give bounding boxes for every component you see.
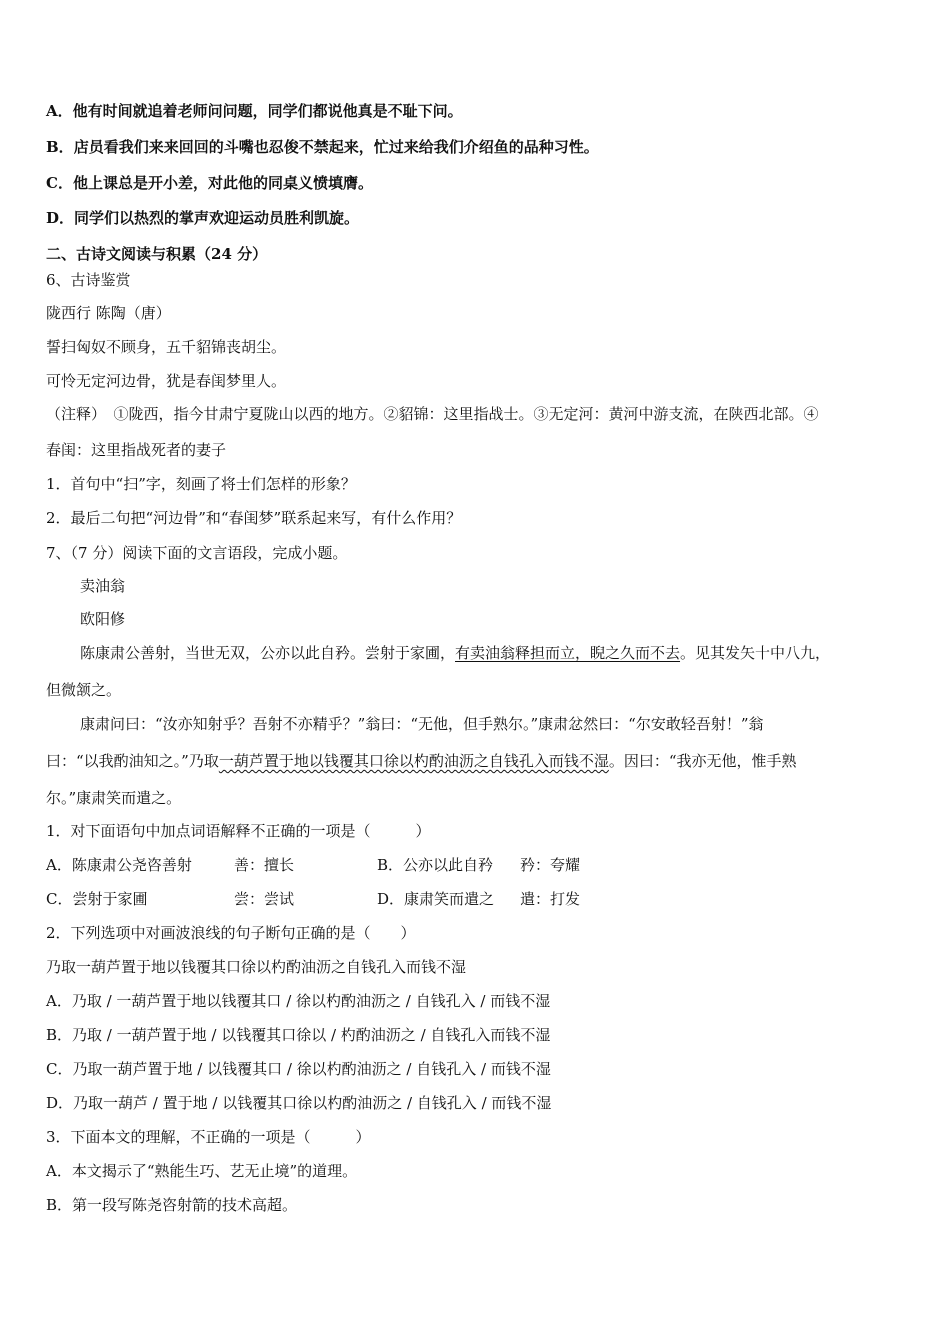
article-author: 欧阳修 [80, 610, 126, 628]
option-letter: D． [46, 209, 75, 227]
q7-sub2-option-d: D．乃取一葫芦 / 置于地 / 以钱覆其口徐以杓酌油沥之 / 自钱孔入 / 而钱不湿 [46, 1094, 552, 1112]
article-paragraph-2-line-2 [46, 751, 910, 771]
underlined-sentence: 有卖油翁释担而立，睨之久而不去 [455, 644, 681, 662]
poem-title: 陇西行 陈陶（唐） [46, 304, 171, 322]
q6-sub-question-2: 2．最后二句把“河边骨”和“春闺梦”联系起来写，有什么作用？ [46, 509, 462, 527]
option-a-gloss: 善：擅长 [234, 856, 295, 874]
q7-sub1-row-ab [46, 855, 910, 875]
poem-line-1: 誓扫匈奴不顾身，五千貂锦丧胡尘。 [46, 338, 287, 356]
option-letter: C． [46, 174, 73, 192]
q5-option-a [46, 101, 910, 121]
option-b-gloss: 矜：夸耀 [520, 856, 581, 874]
q7-sub1-row-cd [46, 889, 910, 909]
q7-sub3-option-a: A．本文揭示了“熟能生巧、艺无止境”的道理。 [46, 1162, 358, 1180]
q7-sub2-stem: 2．下列选项中对画波浪线的句子断句正确的是（ ） [46, 924, 416, 942]
poem-note-line-1: （注释） ①陇西，指今甘肃宁夏陇山以西的地方。②貂锦：这里指战士。③无定河：黄河中游支流，在陕西北部。④ [46, 405, 819, 423]
paragraph-text: 。因曰：“我亦无他，惟手熟 [608, 752, 797, 770]
paragraph-text: 。见其发矢十中八九， [680, 644, 831, 662]
option-b: B．公亦以此自矜 [377, 856, 494, 874]
article-paragraph-1-line-2: 但微颔之。 [46, 681, 122, 699]
option-a: A．陈康肃公尧咨善射 [46, 856, 192, 874]
q7-title: 7、（7 分）阅读下面的文言语段，完成小题。 [46, 544, 348, 562]
q7-sub3-option-b: B．第一段写陈尧咨射箭的技术高超。 [46, 1196, 298, 1214]
article-paragraph-2-line-3: 尔。”康肃笑而遣之。 [46, 789, 182, 807]
q5-option-c [46, 173, 910, 193]
option-letter: B． [46, 138, 74, 156]
q7-sub2-sentence: 乃取一葫芦置于地以钱覆其口徐以杓酌油沥之自钱孔入而钱不湿 [46, 958, 467, 976]
article-title: 卖油翁 [80, 577, 126, 595]
option-text: 店员看我们来来回回的斗嘴也忍俊不禁起来，忙过来给我们介绍鱼的品种习性。 [73, 138, 599, 156]
q7-sub3-stem: 3．下面本文的理解，不正确的一项是（ ） [46, 1128, 371, 1146]
option-text: 他有时间就追着老师问问题，同学们都说他真是不耻下问。 [72, 102, 463, 120]
option-text: 他上课总是开小差，对此他的同桌义愤填膺。 [72, 174, 373, 192]
q7-sub2-option-a: A．乃取 / 一葫芦置于地以钱覆其口 / 徐以杓酌油沥之 / 自钱孔入 / 而钱不湿 [46, 992, 551, 1010]
paragraph-text: 曰：“以我酌油知之。”乃取 [46, 752, 219, 770]
section2-title: 二、古诗文阅读与积累（24 分） [46, 245, 268, 263]
q5-option-b [46, 137, 910, 157]
q7-sub2-option-c: C．乃取一葫芦置于地 / 以钱覆其口 / 徐以杓酌油沥之 / 自钱孔入 / 而钱不湿 [46, 1060, 551, 1078]
q6-title: 6、古诗鉴赏 [46, 271, 131, 289]
article-paragraph-2-line-1: 康肃问曰：“汝亦知射乎？吾射不亦精乎？”翁曰：“无他，但手熟尔。”康肃忿然曰：“尔安敢轻吾射！”翁 [80, 715, 764, 733]
option-d: D．康肃笑而遣之 [377, 890, 495, 908]
option-letter: A． [46, 102, 73, 120]
option-c-gloss: 尝：尝试 [234, 890, 295, 908]
option-text: 同学们以热烈的掌声欢迎运动员胜利凯旋。 [74, 209, 360, 227]
option-c: C．尝射于家圃 [46, 890, 148, 908]
article-paragraph-1-line-1 [80, 643, 910, 663]
q7-sub1-stem: 1．对下面语句中加点词语解释不正确的一项是（ ） [46, 822, 431, 840]
option-d-gloss: 遣：打发 [520, 890, 581, 908]
paragraph-text: 陈康肃公善射，当世无双，公亦以此自矜。尝射于家圃， [80, 644, 456, 662]
q5-option-d [46, 208, 910, 228]
poem-note-line-2: 春闺：这里指战死者的妻子 [46, 441, 227, 459]
poem-line-2: 可怜无定河边骨，犹是春闺梦里人。 [46, 372, 287, 390]
wavy-underlined-sentence: 一葫芦置于地以钱覆其口徐以杓酌油沥之自钱孔入而钱不湿 [218, 752, 609, 770]
q6-sub-question-1: 1．首句中“扫”字，刻画了将士们怎样的形象？ [46, 475, 356, 493]
q7-sub2-option-b: B．乃取 / 一葫芦置于地 / 以钱覆其口徐以 / 杓酌油沥之 / 自钱孔入而钱不湿 [46, 1026, 551, 1044]
